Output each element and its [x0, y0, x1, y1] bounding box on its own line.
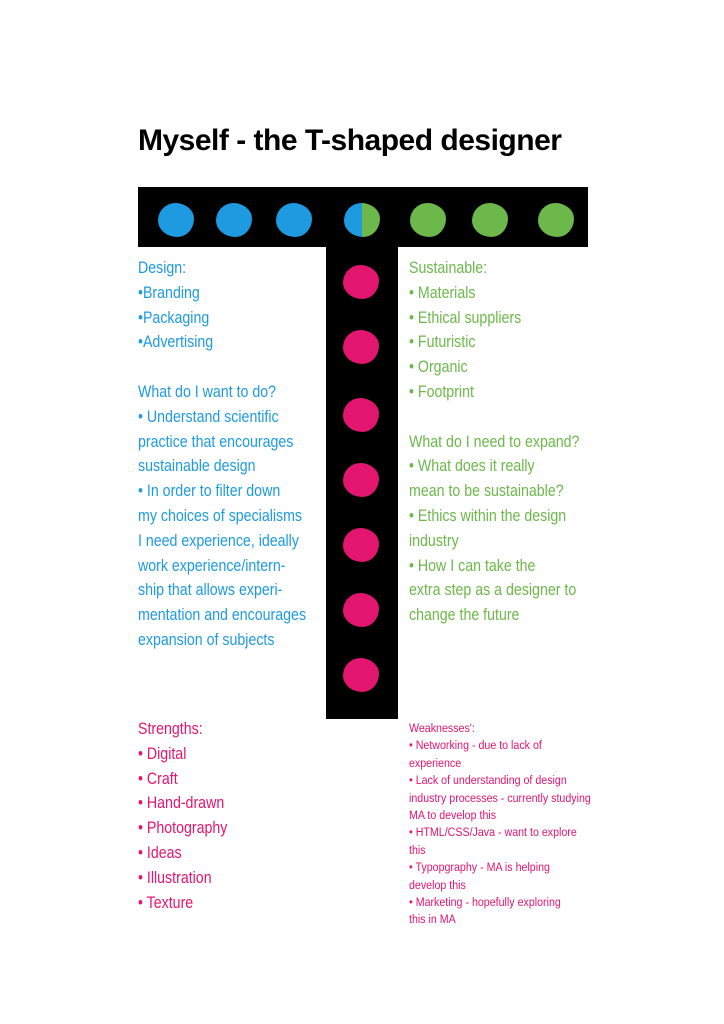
weaknesses-line: this in MA — [409, 912, 456, 927]
sustainable-item: • Ethical suppliers — [409, 308, 522, 327]
strengths-item: • Ideas — [138, 843, 182, 862]
weaknesses-line: experience — [409, 755, 462, 770]
sustainable-item: • Footprint — [409, 382, 474, 401]
dot-green — [472, 203, 508, 237]
weaknesses-line: • Typopgraphy - MA is helping — [409, 860, 550, 875]
weaknesses-line: • Networking - due to lack of — [409, 738, 542, 753]
sustainable-question: What do I need to expand? — [409, 432, 580, 451]
dot-pink — [343, 528, 379, 562]
sustainable-heading: Sustainable: — [409, 259, 488, 277]
page-title: Myself - the T-shaped designer — [138, 124, 562, 157]
sustainable-item: • Materials — [409, 283, 476, 302]
dot-pink — [343, 593, 379, 627]
dot-blue — [276, 203, 312, 237]
sustainable-line: • Ethics within the design — [409, 506, 567, 525]
design-line: my choices of specialisms — [138, 506, 303, 525]
design-line: ship that allows experi- — [138, 581, 283, 600]
sustainable-line: • What does it really — [409, 457, 535, 476]
strengths-item: • Photography — [138, 819, 228, 838]
weaknesses-line: MA to develop this — [409, 807, 497, 822]
dot-pink — [343, 265, 379, 299]
design-line: I need experience, ideally — [138, 531, 299, 550]
strengths-section — [138, 717, 227, 915]
weaknesses-line: • Lack of understanding of design — [409, 773, 567, 788]
strengths-item: • Craft — [138, 769, 178, 788]
weaknesses-heading: Weaknesses': — [409, 721, 475, 735]
sustainable-item: • Futuristic — [409, 333, 476, 352]
spacer — [409, 405, 579, 430]
dot-pink — [343, 658, 379, 692]
design-line: practice that encourages — [138, 432, 294, 451]
sustainable-section — [409, 256, 579, 628]
dot-pink — [343, 463, 379, 497]
sustainable-line: extra step as a designer to — [409, 581, 577, 600]
strengths-item: • Hand-drawn — [138, 794, 225, 813]
dot-blue-green — [344, 203, 380, 237]
sustainable-line: change the future — [409, 606, 520, 625]
design-heading: Design: — [138, 259, 187, 277]
design-line: • In order to filter down — [138, 482, 281, 501]
dot-green — [538, 203, 574, 237]
sustainable-item: • Organic — [409, 358, 468, 377]
design-line: mentation and encourages — [138, 606, 307, 625]
design-line: • Understand scientific — [138, 407, 279, 426]
weaknesses-line: this — [409, 842, 426, 857]
dot-green — [410, 203, 446, 237]
strengths-item: • Illustration — [138, 868, 212, 887]
dot-blue — [158, 203, 194, 237]
dot-pink — [343, 398, 379, 432]
weaknesses-line: • HTML/CSS/Java - want to explore — [409, 825, 577, 840]
sustainable-line: mean to be sustainable? — [409, 482, 564, 501]
design-line: expansion of subjects — [138, 630, 275, 649]
spacer — [138, 355, 306, 380]
weaknesses-line: industry processes - currently studying — [409, 790, 591, 805]
sustainable-line: industry — [409, 531, 459, 550]
weaknesses-line: develop this — [409, 877, 466, 892]
dot-pink — [343, 330, 379, 364]
strengths-item: • Digital — [138, 744, 187, 763]
sustainable-line: • How I can take the — [409, 556, 536, 575]
weaknesses-section — [409, 720, 591, 929]
design-item: •Advertising — [138, 333, 214, 352]
design-section — [138, 256, 306, 653]
dot-half-blue — [344, 203, 362, 237]
dot-blue — [216, 203, 252, 237]
design-item: •Branding — [138, 283, 200, 302]
weaknesses-line: • Marketing - hopefully exploring — [409, 894, 561, 909]
design-line: sustainable design — [138, 457, 256, 476]
dot-half-green — [362, 203, 380, 237]
design-item: •Packaging — [138, 308, 210, 327]
strengths-item: • Texture — [138, 893, 194, 912]
design-line: work experience/intern- — [138, 556, 286, 575]
strengths-heading: Strengths: — [138, 720, 203, 738]
design-question: What do I want to do? — [138, 382, 277, 401]
